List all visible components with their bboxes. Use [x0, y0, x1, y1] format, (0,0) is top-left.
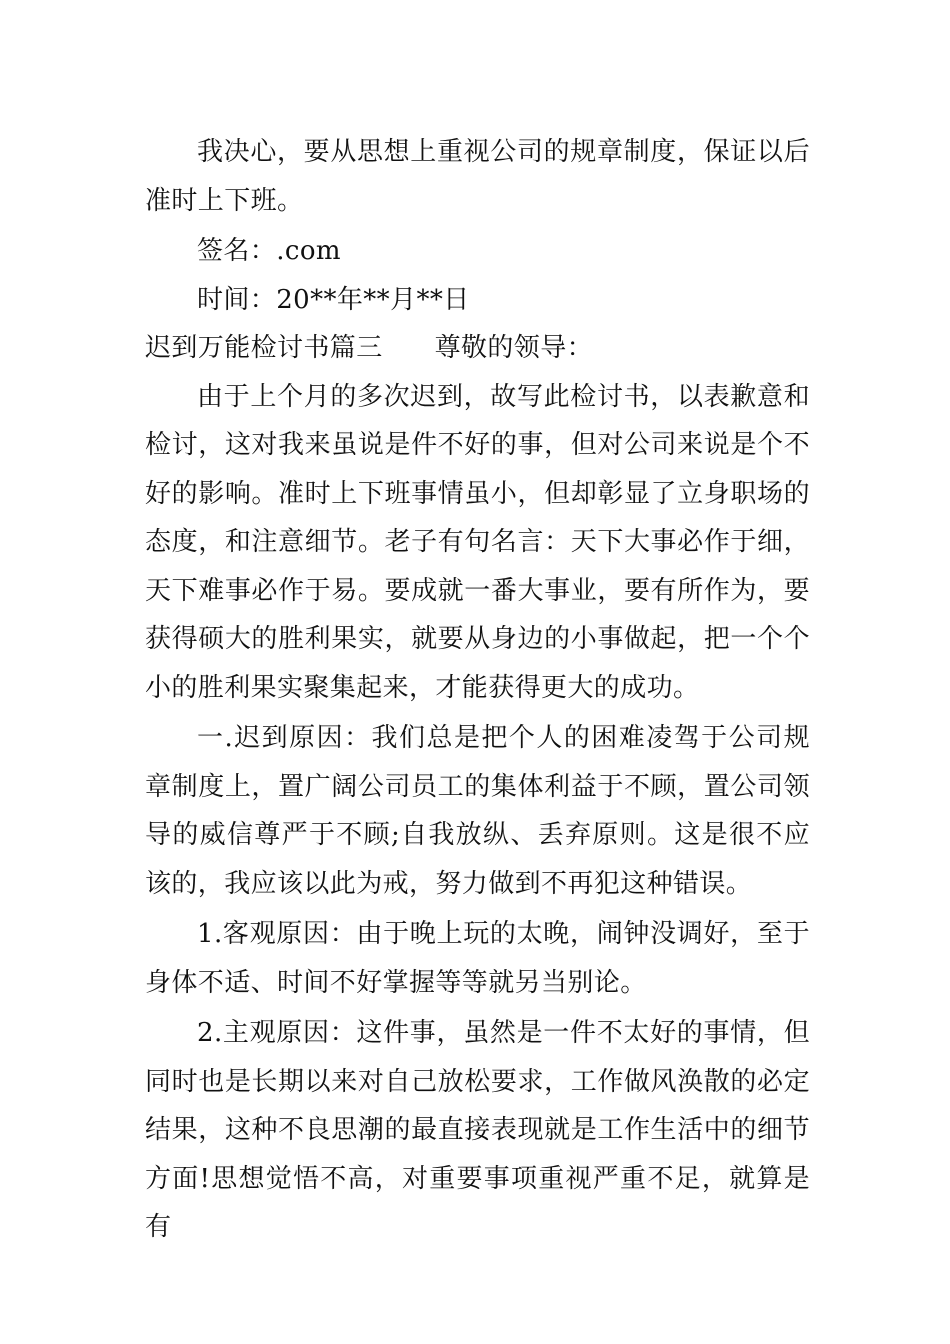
body-paragraph-subjective: 2.主观原因：这件事，虽然是一件不太好的事情，但同时也是长期以来对自己放松要求，工作做风涣散的必定结果，这种不良思潮的最直接表现就是工作生活中的细节方面!思想觉悟不高，对重要事项重视严重不足，就算是有	[145, 1018, 810, 1242]
signature-line: 签名：.com	[197, 236, 341, 266]
body-paragraph-objective: 1.客观原因：由于晚上玩的太晚，闹钟没调好，至于身体不适、时间不好掌握等等就另当别论。	[145, 919, 810, 998]
resolution-paragraph: 我决心，要从思想上重视公司的规章制度，保证以后准时上下班。	[145, 137, 810, 216]
section-title: 迟到万能检讨书篇三	[145, 333, 383, 363]
section-header	[145, 324, 810, 373]
salutation: 尊敬的领导：	[434, 333, 594, 363]
body-paragraph-reason: 一.迟到原因：我们总是把个人的困难凌驾于公司规章制度上，置广阔公司员工的集体利益于不顾，置公司领导的威信尊严于不顾;自我放纵、丢弃原则。这是很不应该的，我应该以此为戒，努力做到不再犯这种错误。	[145, 723, 810, 899]
body-paragraph-intro: 由于上个月的多次迟到，故写此检讨书，以表歉意和检讨，这对我来虽说是件不好的事，但对公司来说是个不好的影响。准时上下班事情虽小，但却彰显了立身职场的态度，和注意细节。老子有句名言：天下大事必作于细，天下难事必作于易。要成就一番大事业，要有所作为，要获得硕大的胜利果实，就要从身边的小事做起，把一个个小的胜利果实聚集起来，才能获得更大的成功。	[145, 381, 810, 703]
date-line: 时间：20**年**月**日	[197, 284, 470, 315]
document-body	[145, 128, 810, 1254]
